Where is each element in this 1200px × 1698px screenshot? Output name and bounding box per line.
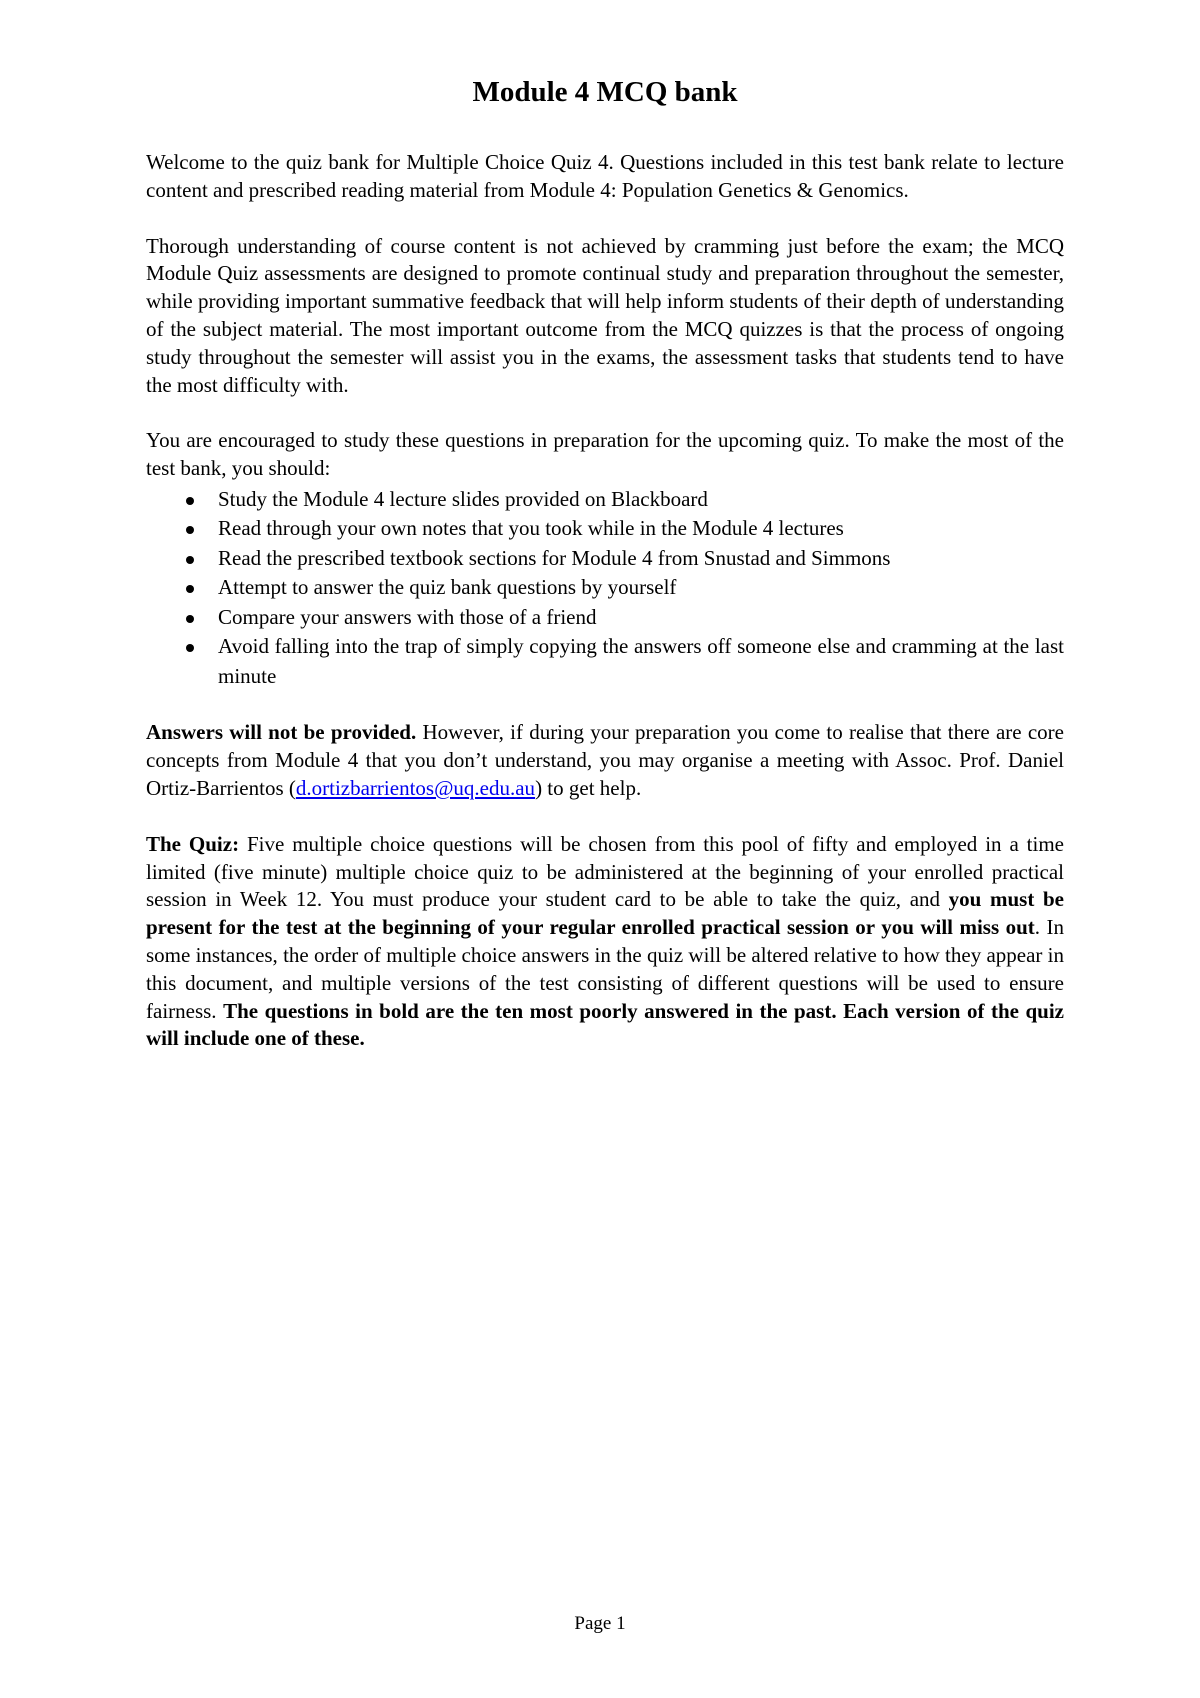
list-item bbox=[146, 603, 1064, 633]
quiz-text: Five multiple choice questions will be chosen from this pool of fifty and employed in a time limited (five minute) multiple choice quiz to be administered at the beginning of your enrolled practical session in Week 12. You must produce your student card to be able to take the quiz, and bbox=[146, 831, 1064, 912]
quiz-paragraph bbox=[146, 831, 1064, 1053]
list-item-text: Compare your answers with those of a friend bbox=[218, 604, 597, 629]
list-item bbox=[146, 544, 1064, 574]
answers-bold-lead: Answers will not be provided. bbox=[146, 720, 417, 745]
understanding-paragraph: Thorough understanding of course content is not achieved by cramming just before the exam; the MCQ Module Quiz assessments are designed to promote continual study and preparation throughout the semester, while providing important summative feedback that will help inform students of their depth of understanding of the subject material. The most important outcome from the MCQ quizzes is that the process of ongoing study throughout the semester will assist you in the exams, the assessment tasks that students tend to have the most difficulty with. bbox=[146, 233, 1064, 397]
list-item bbox=[146, 632, 1064, 691]
answers-paragraph bbox=[146, 719, 1064, 802]
quiz-bold-lead: The Quiz: bbox=[146, 831, 240, 856]
list-item-text: Read through your own notes that you took while in the Module 4 lectures bbox=[218, 516, 844, 541]
bullet-icon bbox=[186, 644, 194, 652]
list-item bbox=[146, 485, 1064, 515]
intro-paragraph: Welcome to the quiz bank for Multiple Choice Quiz 4. Questions included in this test bank relate to lecture content and prescribed reading material from Module 4: Population Genetics & Genomics. bbox=[146, 150, 1064, 202]
quiz-attendance-warning: you must be present for the test at the beginning of your regular enrolled practical session or you will miss out bbox=[146, 887, 1064, 940]
list-item-text: Read the prescribed textbook sections for Module 4 from Snustad and Simmons bbox=[218, 545, 891, 570]
bullet-icon bbox=[186, 615, 194, 623]
answers-text: However, if during your preparation you come to realise that there are core concepts from Module 4 that you don’t understand, you may organise a meeting with Assoc. Prof. Daniel Ortiz-Barrientos ( bbox=[146, 720, 1064, 801]
list-item bbox=[146, 514, 1064, 544]
bullet-icon bbox=[186, 497, 194, 505]
bullet-icon bbox=[186, 585, 194, 593]
list-item-text: Attempt to answer the quiz bank questions by yourself bbox=[218, 575, 677, 600]
quiz-bold-note: The questions in bold are the ten most poorly answered in the past. Each version of the quiz will include one of these. bbox=[146, 998, 1065, 1051]
page-number: Page 1 bbox=[574, 1613, 626, 1634]
page-title: Module 4 MCQ bank bbox=[472, 76, 738, 108]
list-item bbox=[146, 573, 1064, 603]
list-item-text: Study the Module 4 lecture slides provided on Blackboard bbox=[218, 486, 708, 511]
bullet-icon bbox=[186, 556, 194, 564]
answers-text-end: ) to get help. bbox=[535, 776, 642, 801]
list-item-text: Avoid falling into the trap of simply copying the answers off someone else and cramming at the last minute bbox=[218, 634, 1064, 688]
encourage-paragraph: You are encouraged to study these questions in preparation for the upcoming quiz. To make the most of the test bank, you should: bbox=[146, 428, 1064, 481]
bullet-icon bbox=[186, 526, 194, 534]
email-link[interactable]: d.ortizbarrientos@uq.edu.au bbox=[295, 776, 536, 801]
quiz-text-continued: . In some instances, the order of multiple choice answers in the quiz will be altered relative to how they appear in this document, and multiple versions of the test consisting of different questions will be used to ensure fairness. bbox=[146, 915, 1064, 1023]
page-content bbox=[146, 72, 1064, 1081]
study-tips-list bbox=[146, 485, 1064, 692]
